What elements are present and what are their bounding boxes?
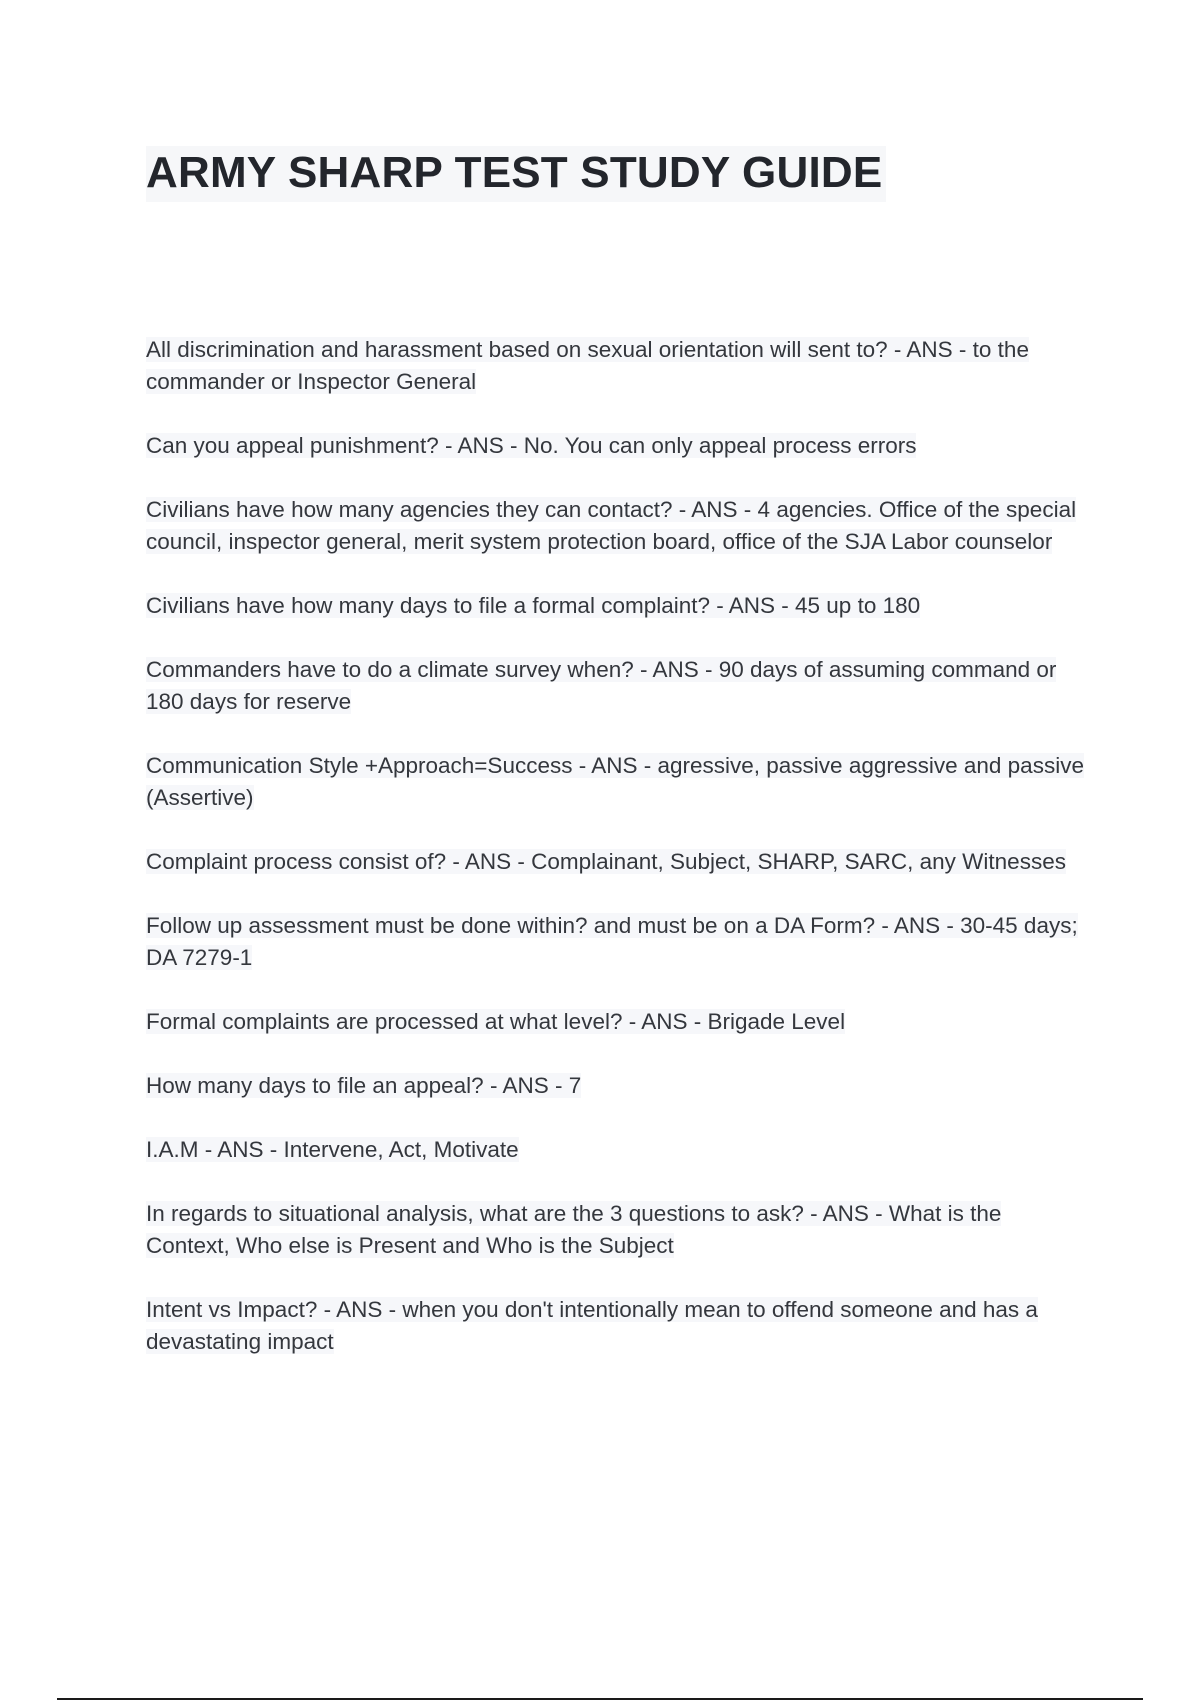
qa-item-text: Follow up assessment must be done within? and must be on a DA Form? - ANS - 30-45 days; DA 7279-1 (146, 913, 1078, 970)
document-title: ARMY SHARP TEST STUDY GUIDE (146, 146, 886, 202)
qa-item-text: How many days to file an appeal? - ANS - 7 (146, 1073, 582, 1098)
qa-item-text: All discrimination and harassment based on sexual orientation will sent to? - ANS - to the commander or Inspector General (146, 337, 1029, 394)
qa-list (146, 334, 1086, 1390)
qa-item (146, 494, 1086, 558)
qa-item-text: Civilians have how many days to file a formal complaint? - ANS - 45 up to 180 (146, 593, 921, 618)
qa-item (146, 750, 1086, 814)
qa-item (146, 1006, 1086, 1038)
qa-item (146, 590, 1086, 622)
qa-item-text: Civilians have how many agencies they can contact? - ANS - 4 agencies. Office of the special council, inspector general, merit system protection board, office of the SJA Labor counselor (146, 497, 1077, 554)
qa-item-text: Can you appeal punishment? - ANS - No. You can only appeal process errors (146, 433, 917, 458)
qa-item (146, 334, 1086, 398)
qa-item (146, 1294, 1086, 1358)
qa-item-text: I.A.M - ANS - Intervene, Act, Motivate (146, 1137, 519, 1162)
qa-item (146, 1134, 1086, 1166)
qa-item-text: Commanders have to do a climate survey when? - ANS - 90 days of assuming command or 180 days for reserve (146, 657, 1057, 714)
qa-item-text: Communication Style +Approach=Success - ANS - agressive, passive aggressive and passive (Assertive) (146, 753, 1084, 810)
qa-item (146, 430, 1086, 462)
qa-item-text: In regards to situational analysis, what are the 3 questions to ask? - ANS - What is the Context, Who else is Present and Who is the Subject (146, 1201, 1002, 1258)
qa-item-text: Complaint process consist of? - ANS - Complainant, Subject, SHARP, SARC, any Witnesses (146, 849, 1066, 874)
qa-item (146, 1070, 1086, 1102)
qa-item (146, 654, 1086, 718)
qa-item-text: Formal complaints are processed at what level? - ANS - Brigade Level (146, 1009, 846, 1034)
qa-item (146, 1198, 1086, 1262)
qa-item (146, 910, 1086, 974)
qa-item (146, 846, 1086, 878)
qa-item-text: Intent vs Impact? - ANS - when you don't intentionally mean to offend someone and has a devastating impact (146, 1297, 1038, 1354)
